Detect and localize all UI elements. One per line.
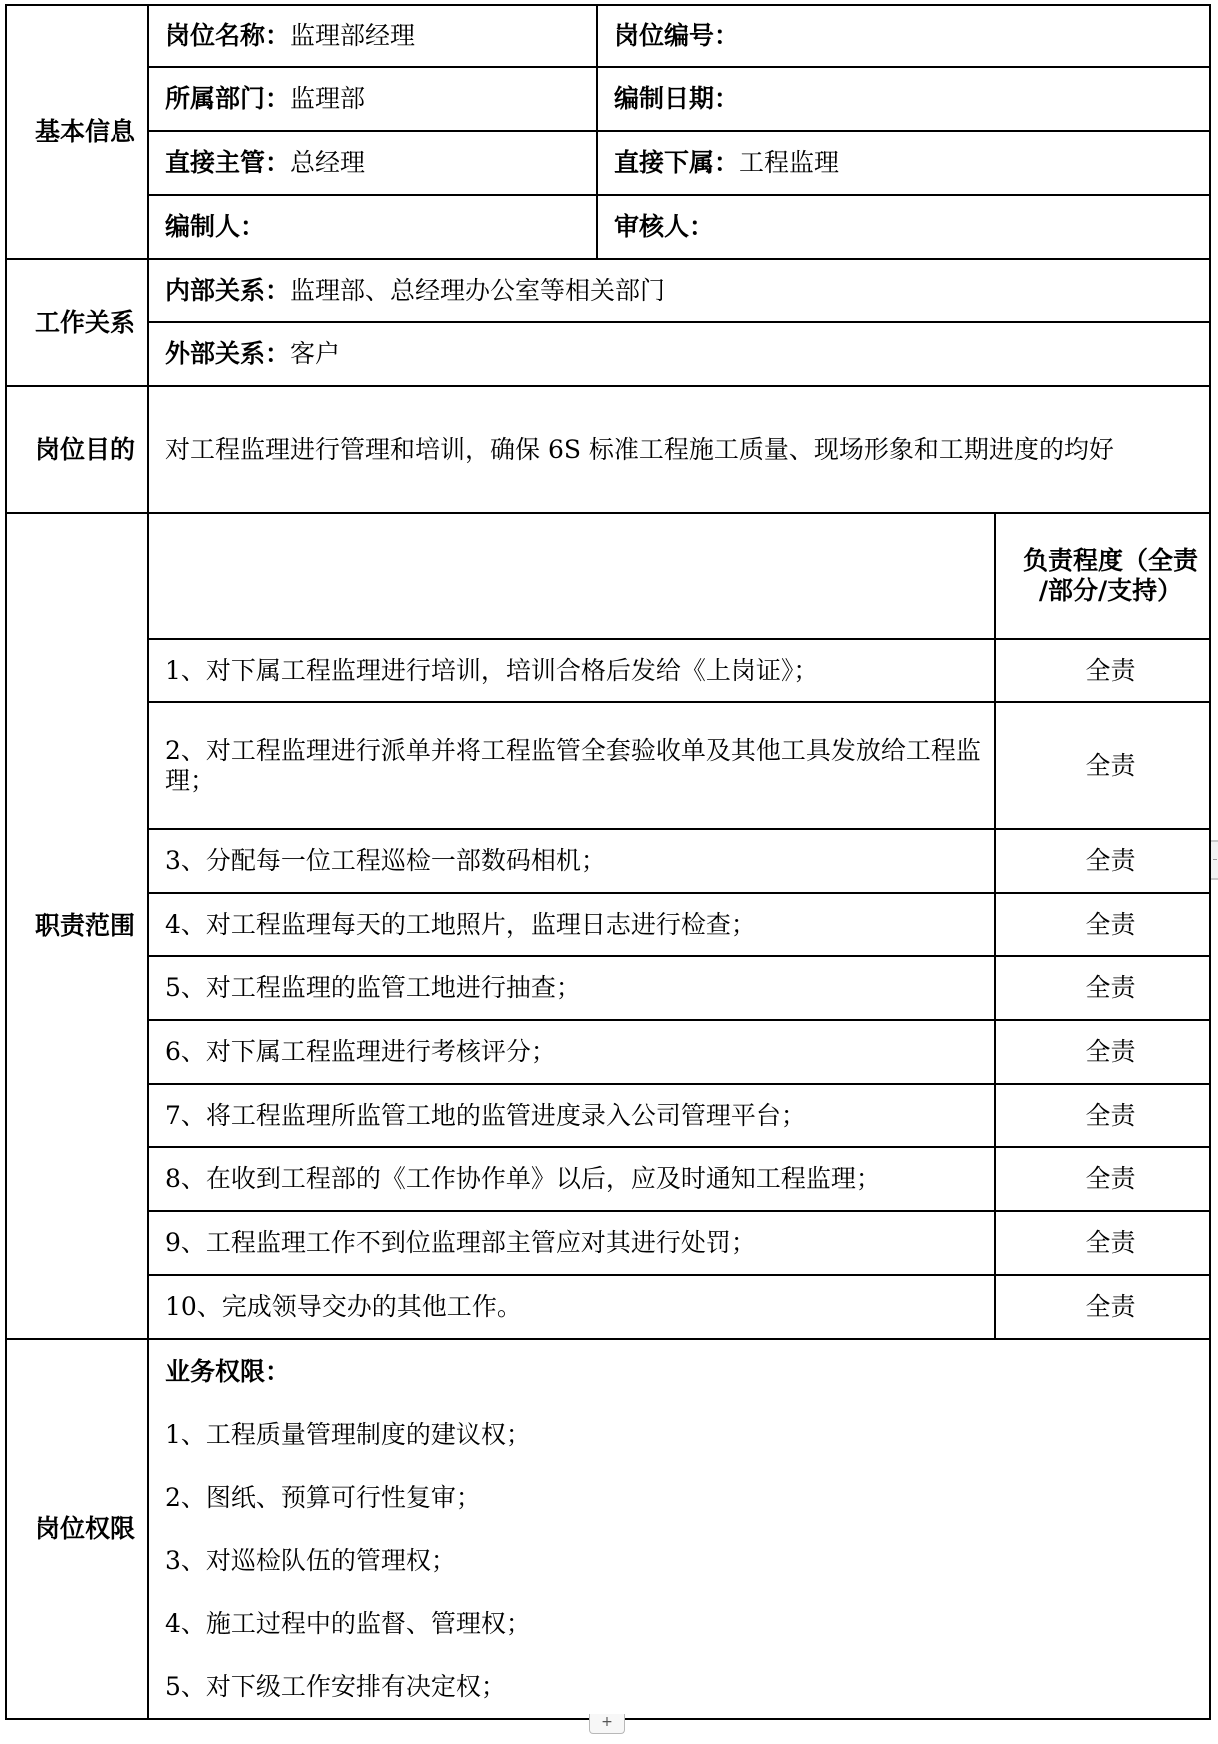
duty-level: 全责 — [995, 893, 1210, 956]
duty-level: 全责 — [995, 956, 1210, 1020]
duty-row — [6, 639, 1210, 702]
prepared-by-cell — [148, 195, 597, 259]
field-key: 审核人： — [614, 212, 715, 241]
field-key: 直接下属： — [614, 148, 740, 177]
authority-item: 3、对巡检队伍的管理权； — [165, 1546, 456, 1575]
header-line: /部分/支持） — [1038, 576, 1183, 605]
duty-level: 全责 — [995, 1084, 1210, 1147]
duty-level: 全责 — [995, 1020, 1210, 1084]
authority-item: 4、施工过程中的监督、管理权； — [165, 1609, 531, 1638]
purpose-text: 对工程监理进行管理和培训，确保 6S 标准工程施工质量、现场形象和工期进度的均好 — [148, 386, 1210, 513]
basic-info-row — [6, 131, 1210, 195]
duty-level: 全责 — [995, 1275, 1210, 1339]
field-key: 内部关系： — [165, 275, 291, 305]
duty-row — [6, 893, 1210, 956]
basic-info-row — [6, 195, 1210, 259]
duties-header-row — [6, 513, 1210, 639]
field-key: 岗位编号： — [614, 21, 740, 50]
duty-row — [6, 702, 1210, 829]
duty-text: 10、完成领导交办的其他工作。 — [148, 1275, 995, 1339]
duty-text: 8、在收到工程部的《工作协作单》以后，应及时通知工程监理； — [148, 1147, 995, 1211]
reviewer-cell — [597, 195, 1210, 259]
field-value: 总经理 — [290, 148, 366, 177]
field-value: 工程监理 — [739, 148, 840, 177]
field-value: 监理部 — [290, 84, 366, 113]
duty-text: 1、对下属工程监理进行培训，培训合格后发给《上岗证》； — [148, 639, 995, 702]
work-relations-row — [6, 259, 1210, 322]
authority-item: 1、工程质量管理制度的建议权； — [165, 1420, 531, 1449]
duty-text: 5、对工程监理的监管工地进行抽查； — [148, 956, 995, 1020]
field-key: 编制人： — [165, 212, 266, 241]
field-key: 所属部门： — [165, 84, 291, 113]
external-relations-cell — [148, 322, 1210, 386]
duty-text: 3、分配每一位工程巡检一部数码相机； — [148, 829, 995, 893]
direct-subordinate-cell — [597, 131, 1210, 195]
position-number-cell — [597, 5, 1210, 67]
field-value: 监理部经理 — [290, 21, 416, 50]
internal-relations-cell — [148, 259, 1210, 322]
field-key: 编制日期： — [614, 84, 740, 113]
field-key: 外部关系： — [165, 339, 291, 368]
authority-row — [6, 1339, 1210, 1719]
duty-text: 7、将工程监理所监管工地的监管进度录入公司管理平台； — [148, 1084, 995, 1147]
duty-text: 4、对工程监理每天的工地照片，监理日志进行检查； — [148, 893, 995, 956]
purpose-row — [6, 386, 1210, 513]
authority-item: 5、对下级工作安排有决定权； — [165, 1672, 506, 1701]
prepared-date-cell — [597, 67, 1210, 131]
duty-level: 全责 — [995, 1147, 1210, 1211]
table-resize-handle[interactable] — [1211, 840, 1218, 880]
field-value: 客户 — [290, 339, 341, 368]
department-cell — [148, 67, 597, 131]
duty-row — [6, 1147, 1210, 1211]
duty-level: 全责 — [995, 639, 1210, 702]
duty-text: 2、对工程监理进行派单并将工程监管全套验收单及其他工具发放给工程监理； — [148, 702, 995, 829]
basic-info-row — [6, 5, 1210, 67]
authority-heading: 业务权限： — [165, 1357, 291, 1386]
authority-content — [148, 1339, 1210, 1719]
work-relations-row — [6, 322, 1210, 386]
field-key: 直接主管： — [165, 148, 291, 177]
position-name-cell — [148, 5, 597, 67]
duty-row — [6, 1020, 1210, 1084]
section-label-duties: 职责范围 — [6, 513, 148, 1339]
duty-text: 9、工程监理工作不到位监理部主管应对其进行处罚； — [148, 1211, 995, 1275]
job-description-table — [5, 4, 1211, 1720]
duty-level: 全责 — [995, 702, 1210, 829]
duty-row — [6, 1275, 1210, 1339]
duties-header-description — [148, 513, 995, 639]
header-line: 负责程度（全责 — [1023, 546, 1199, 575]
duty-level: 全责 — [995, 829, 1210, 893]
duty-level: 全责 — [995, 1211, 1210, 1275]
duties-header-responsibility-level — [995, 513, 1210, 639]
direct-supervisor-cell — [148, 131, 597, 195]
duty-row — [6, 1084, 1210, 1147]
section-label-basic-info: 基本信息 — [6, 5, 148, 259]
authority-item: 2、图纸、预算可行性复审； — [165, 1483, 481, 1512]
section-label-purpose: 岗位目的 — [6, 386, 148, 513]
section-label-work-relations: 工作关系 — [6, 259, 148, 386]
field-key: 岗位名称： — [165, 21, 291, 50]
section-label-authority: 岗位权限 — [6, 1339, 148, 1719]
duty-row — [6, 829, 1210, 893]
basic-info-row — [6, 67, 1210, 131]
field-value: 监理部、总经理办公室等相关部门 — [290, 275, 666, 305]
duty-row — [6, 1211, 1210, 1275]
duty-row — [6, 956, 1210, 1020]
duty-text: 6、对下属工程监理进行考核评分； — [148, 1020, 995, 1084]
add-row-button[interactable]: + — [589, 1714, 625, 1734]
